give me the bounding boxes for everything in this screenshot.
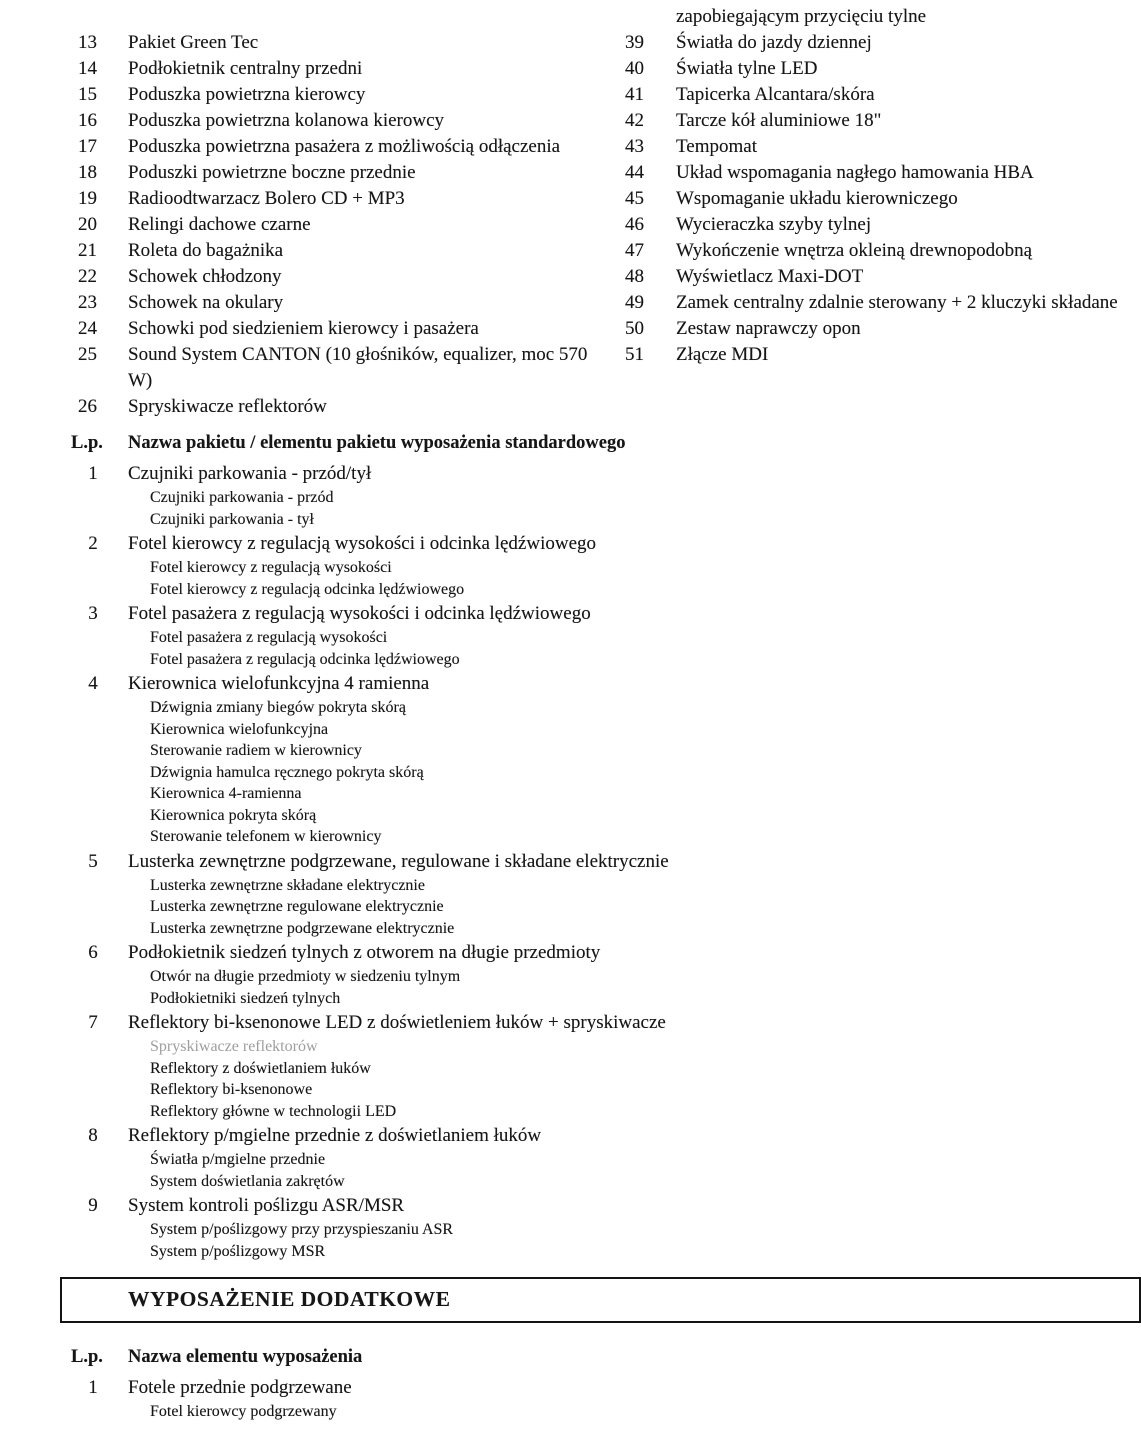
subitem-label: Fotel kierowcy podgrzewany xyxy=(150,1403,337,1420)
right-item-number: 48 xyxy=(625,266,644,287)
right-item-number xyxy=(625,394,676,420)
subitem-label: Kierownica wielofunkcyjna xyxy=(150,720,329,738)
equipment-subitem xyxy=(150,740,1141,762)
equipment-item xyxy=(78,670,1141,697)
equipment-subitem xyxy=(150,649,1141,671)
left-item-label: Relingi dachowe czarne xyxy=(128,214,311,235)
right-item-number: 40 xyxy=(625,58,644,79)
subitem-label: Reflektory główne w technologii LED xyxy=(150,1102,397,1120)
right-item-label: zapobiegającym przycięciu tylne xyxy=(676,6,927,27)
left-item-number: 13 xyxy=(78,32,97,53)
equipment-two-column-list xyxy=(78,4,1133,420)
item-label: Fotel pasażera z regulacją wysokości i odcinka lędźwiowego xyxy=(128,603,591,624)
item-label: System kontroli poślizgu ASR/MSR xyxy=(128,1195,405,1216)
subitem-label: Czujniki parkowania - przód xyxy=(150,489,334,506)
left-item-number: 15 xyxy=(78,84,97,105)
additional-section-header xyxy=(71,1344,1141,1371)
right-item-label: Zamek centralny zdalnie sterowany + 2 kluczyki składane xyxy=(676,292,1118,313)
subitem-label: Fotel pasażera z regulacją wysokości xyxy=(150,629,388,646)
additional-equipment-box xyxy=(60,1277,1141,1323)
right-item-number: 41 xyxy=(625,84,644,105)
right-item-label: Światła tylne LED xyxy=(676,58,818,79)
equipment-item xyxy=(78,848,1141,875)
left-item-label: Spryskiwacze reflektorów xyxy=(128,396,327,417)
equipment-subitem xyxy=(150,719,1141,741)
left-item-label xyxy=(128,4,625,30)
item-number: 1 xyxy=(88,463,98,484)
left-item-number: 21 xyxy=(78,240,97,261)
right-item-number: 50 xyxy=(625,318,644,339)
item-label: Podłokietnik siedzeń tylnych z otworem na długie przedmioty xyxy=(128,942,601,963)
equipment-subitem xyxy=(150,1058,1141,1080)
right-item-number: 39 xyxy=(625,32,644,53)
right-item-label: Złącze MDI xyxy=(676,344,769,365)
right-item-label: Tarcze kół aluminiowe 18" xyxy=(676,110,882,131)
item-label: Kierownica wielofunkcyjna 4 ramienna xyxy=(128,673,430,694)
item-number: 5 xyxy=(88,850,98,872)
right-item-number: 43 xyxy=(625,136,644,157)
left-item-number: 23 xyxy=(78,292,97,313)
left-item-label: Poduszki powietrzne boczne przednie xyxy=(128,162,416,183)
left-item-number: 16 xyxy=(78,110,97,131)
left-item-label: Poduszka powietrzna kierowcy xyxy=(128,84,366,105)
standard-section-title: Nazwa pakietu / elementu pakietu wyposażenia standardowego xyxy=(128,433,626,453)
left-item-number: 17 xyxy=(78,136,97,157)
subitem-label: Dźwignia zmiany biegów pokryta skórą xyxy=(150,699,406,716)
right-item-label: Wykończenie wnętrza okleiną drewnopodobną xyxy=(676,240,1033,261)
right-item-label: Układ wspomagania nagłego hamowania HBA xyxy=(676,162,1034,183)
item-label: Reflektory bi-ksenonowe LED z doświetleniem łuków + spryskiwacze xyxy=(128,1012,666,1033)
item-number: 4 xyxy=(88,673,98,694)
standard-items-list xyxy=(0,460,1141,1262)
left-item-label: Poduszka powietrzna kolanowa kierowcy xyxy=(128,110,445,131)
left-item-number: 18 xyxy=(78,162,97,183)
standard-section-header xyxy=(71,430,1141,457)
left-item-number: 26 xyxy=(78,396,97,417)
equipment-subitem xyxy=(150,487,1141,509)
equipment-subitem xyxy=(150,1149,1141,1171)
equipment-subitem xyxy=(150,805,1141,827)
equipment-item xyxy=(78,1122,1141,1149)
subitem-label: Podłokietniki siedzeń tylnych xyxy=(150,989,341,1007)
left-item-number: 22 xyxy=(78,266,97,287)
left-item-label: Radioodtwarzacz Bolero CD + MP3 xyxy=(128,188,405,209)
equipment-subitem xyxy=(150,1401,1141,1423)
item-number: 8 xyxy=(88,1125,98,1146)
equipment-subitem xyxy=(150,988,1141,1010)
subitem-label: System doświetlania zakrętów xyxy=(150,1172,345,1190)
equipment-item xyxy=(78,530,1141,557)
lp-column-header: L.p. xyxy=(71,433,103,453)
right-item-label: Tempomat xyxy=(676,136,757,157)
left-item-label: Roleta do bagażnika xyxy=(128,240,284,261)
right-item-number: 49 xyxy=(625,292,644,313)
item-number: 9 xyxy=(88,1195,98,1216)
subitem-label: Fotel kierowcy z regulacją wysokości xyxy=(150,559,392,576)
equipment-subitem xyxy=(150,896,1141,918)
right-item-label: Wyświetlacz Maxi-DOT xyxy=(676,266,864,287)
right-item-label: Światła do jazdy dziennej xyxy=(676,32,872,53)
equipment-subitem xyxy=(150,783,1141,805)
lp-column-header: L.p. xyxy=(71,1347,103,1367)
subitem-label: Kierownica 4-ramienna xyxy=(150,785,302,802)
equipment-item xyxy=(78,1009,1141,1036)
subitem-label: Lusterka zewnętrzne podgrzewane elektrycznie xyxy=(150,919,455,937)
left-item-label: Pakiet Green Tec xyxy=(128,32,259,53)
equipment-subitem xyxy=(150,1219,1141,1241)
left-item-label: Schowki pod siedzieniem kierowcy i pasażera xyxy=(128,318,479,339)
item-number: 6 xyxy=(88,942,98,963)
equipment-subitem xyxy=(150,557,1141,579)
left-item-label: Poduszka powietrzna pasażera z możliwością odłączenia xyxy=(128,136,561,157)
left-item-label: Sound System CANTON (10 głośników, equalizer, moc 570 W) xyxy=(128,344,588,391)
item-number: 2 xyxy=(88,533,98,554)
equipment-subitem xyxy=(150,1079,1141,1101)
equipment-item xyxy=(78,939,1141,966)
item-number: 3 xyxy=(88,603,98,624)
item-label: Reflektory p/mgielne przednie z doświetlaniem łuków xyxy=(128,1125,542,1146)
item-label: Czujniki parkowania - przód/tył xyxy=(128,463,372,484)
subitem-label: System p/poślizgowy przy przyspieszaniu ASR xyxy=(150,1221,454,1238)
equipment-subitem xyxy=(150,1171,1141,1193)
subitem-label: Kierownica pokryta skórą xyxy=(150,806,317,824)
equipment-subitem xyxy=(150,918,1141,940)
right-item-number: 44 xyxy=(625,162,644,183)
additional-items-list xyxy=(0,1374,1141,1423)
subitem-label: System p/poślizgowy MSR xyxy=(150,1242,326,1260)
subitem-label: Fotel pasażera z regulacją odcinka lędźwiowego xyxy=(150,650,460,668)
left-item-number: 14 xyxy=(78,58,97,79)
item-number: 7 xyxy=(88,1012,98,1033)
additional-equipment-box-title: WYPOSAŻENIE DODATKOWE xyxy=(128,1287,451,1311)
item-label: Lusterka zewnętrzne podgrzewane, regulowane i składane elektrycznie xyxy=(128,850,669,872)
equipment-subitem xyxy=(150,826,1141,848)
equipment-subitem xyxy=(150,1036,1141,1058)
right-item-number: 42 xyxy=(625,110,644,131)
subitem-label: Światła p/mgielne przednie xyxy=(150,1151,326,1168)
subitem-label: Fotel kierowcy z regulacją odcinka lędźwiowego xyxy=(150,580,465,598)
equipment-item xyxy=(78,600,1141,627)
right-item-label: Wycieraczka szyby tylnej xyxy=(676,214,872,235)
left-item-number: 20 xyxy=(78,214,97,235)
subitem-label: Reflektory bi-ksenonowe xyxy=(150,1081,313,1098)
left-item-number: 24 xyxy=(78,318,97,339)
right-item-number: 45 xyxy=(625,188,644,209)
item-label: Fotele przednie podgrzewane xyxy=(128,1377,352,1398)
right-item-label: Zestaw naprawczy opon xyxy=(676,318,861,339)
equipment-subitem xyxy=(150,697,1141,719)
equipment-item xyxy=(78,1192,1141,1219)
subitem-label: Sterowanie telefonem w kierownicy xyxy=(150,828,382,845)
left-item-label: Podłokietnik centralny przedni xyxy=(128,58,363,79)
subitem-label: Lusterka zewnętrzne składane elektrycznie xyxy=(150,876,425,894)
subitem-label: Sterowanie radiem w kierownicy xyxy=(150,742,362,759)
equipment-subitem xyxy=(150,579,1141,601)
equipment-subitem xyxy=(150,762,1141,784)
equipment-subitem xyxy=(150,627,1141,649)
equipment-subitem xyxy=(150,1241,1141,1263)
item-label: Fotel kierowcy z regulacją wysokości i odcinka lędźwiowego xyxy=(128,533,596,554)
left-item-label: Schowek na okulary xyxy=(128,292,284,313)
right-item-label xyxy=(676,394,1133,420)
right-item-number: 51 xyxy=(625,344,644,365)
item-number: 1 xyxy=(88,1377,98,1398)
subitem-label: Reflektory z doświetlaniem łuków xyxy=(150,1059,371,1077)
equipment-subitem xyxy=(150,1101,1141,1123)
equipment-item xyxy=(78,460,1141,487)
equipment-subitem xyxy=(150,509,1141,531)
equipment-item xyxy=(78,1374,1141,1401)
right-item-label: Wspomaganie układu kierowniczego xyxy=(676,188,958,209)
subitem-label: Lusterka zewnętrzne regulowane elektrycznie xyxy=(150,898,444,915)
right-item-label: Tapicerka Alcantara/skóra xyxy=(676,84,875,105)
additional-section-title: Nazwa elementu wyposażenia xyxy=(128,1347,363,1367)
subitem-label: Spryskiwacze reflektorów xyxy=(150,1038,318,1055)
left-item-number: 25 xyxy=(78,344,97,365)
subitem-label: Dźwignia hamulca ręcznego pokryta skórą xyxy=(150,763,424,781)
left-item-number: 19 xyxy=(78,188,97,209)
right-item-number: 47 xyxy=(625,240,644,261)
subitem-label: Czujniki parkowania - tył xyxy=(150,510,314,528)
equipment-subitem xyxy=(150,966,1141,988)
left-item-label: Schowek chłodzony xyxy=(128,266,282,287)
equipment-subitem xyxy=(150,875,1141,897)
subitem-label: Otwór na długie przedmioty w siedzeniu tylnym xyxy=(150,968,461,985)
right-item-number: 46 xyxy=(625,214,644,235)
right-item-number xyxy=(625,4,676,30)
left-item-number xyxy=(78,4,128,30)
